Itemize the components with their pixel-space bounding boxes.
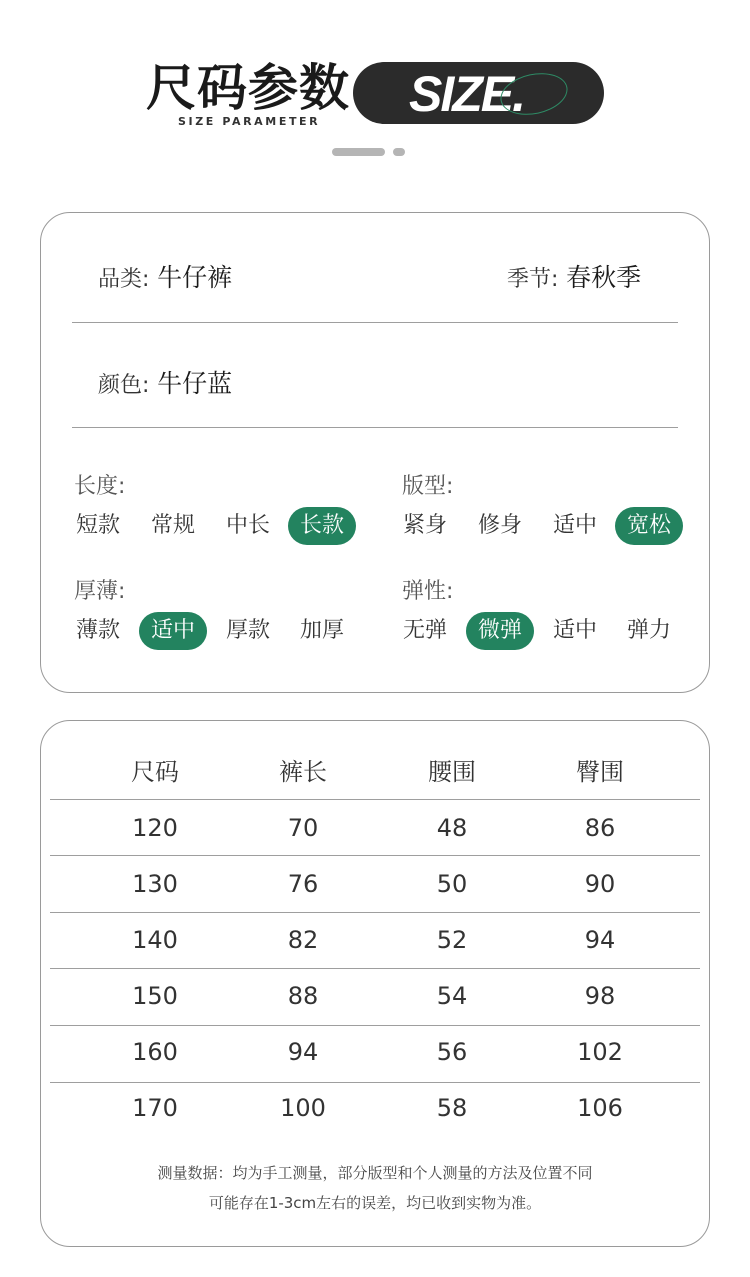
elasticity-option: 弹力 bbox=[626, 618, 671, 643]
divider bbox=[72, 322, 678, 323]
fit-option: 适中 bbox=[552, 513, 597, 538]
table-cell: 90 bbox=[584, 870, 616, 898]
elasticity-title: 弹性: bbox=[402, 579, 454, 604]
table-cell: 94 bbox=[584, 926, 616, 954]
table-cell: 50 bbox=[436, 870, 468, 898]
table-cell: 100 bbox=[280, 1094, 326, 1122]
thickness-title: 厚薄: bbox=[74, 579, 126, 604]
table-row bbox=[50, 800, 700, 856]
elasticity-option: 适中 bbox=[552, 618, 597, 643]
table-cell: 56 bbox=[436, 1038, 468, 1066]
table-cell: 120 bbox=[132, 814, 178, 842]
table-cell: 70 bbox=[287, 814, 319, 842]
length-title: 长度: bbox=[74, 474, 126, 499]
elasticity-option: 无弹 bbox=[402, 618, 447, 643]
color-row bbox=[98, 364, 232, 400]
color-label: 颜色: bbox=[98, 373, 150, 398]
table-cell: 86 bbox=[584, 814, 616, 842]
column-header-hip: 臀围 bbox=[576, 758, 624, 786]
fit-option-selected: 宽松 bbox=[615, 507, 683, 545]
table-cell: 140 bbox=[132, 926, 178, 954]
table-cell: 106 bbox=[577, 1094, 623, 1122]
divider bbox=[72, 427, 678, 428]
thickness-option: 加厚 bbox=[299, 618, 344, 643]
category-row bbox=[98, 258, 232, 294]
page-title: 尺码参数 bbox=[146, 59, 350, 117]
length-option-selected: 长款 bbox=[288, 507, 356, 545]
measurement-note-line1: 测量数据：均为手工测量，部分版型和个人测量的方法及位置不同 bbox=[157, 1164, 593, 1182]
table-cell: 150 bbox=[132, 982, 178, 1010]
table-cell: 130 bbox=[132, 870, 178, 898]
column-header-length: 裤长 bbox=[279, 758, 327, 786]
table-cell: 58 bbox=[436, 1094, 468, 1122]
table-cell: 102 bbox=[577, 1038, 623, 1066]
season-label: 季节: bbox=[507, 267, 559, 292]
table-row bbox=[50, 1080, 700, 1136]
pager-indicator bbox=[393, 148, 405, 156]
fit-option: 紧身 bbox=[402, 513, 447, 538]
category-label: 品类: bbox=[98, 267, 150, 292]
thickness-option: 薄款 bbox=[75, 618, 120, 643]
length-option: 中长 bbox=[225, 513, 270, 538]
measurement-note-line2: 可能存在1-3cm左右的误差，均已收到实物为准。 bbox=[208, 1194, 542, 1212]
table-row bbox=[50, 912, 700, 968]
table-header bbox=[50, 744, 700, 800]
table-cell: 48 bbox=[436, 814, 468, 842]
size-badge-text: SIZE. bbox=[409, 66, 525, 122]
category-value: 牛仔裤 bbox=[157, 263, 233, 292]
column-header-size: 尺码 bbox=[131, 758, 179, 786]
table-cell: 76 bbox=[287, 870, 319, 898]
size-header bbox=[0, 0, 750, 170]
table-cell: 54 bbox=[436, 982, 468, 1010]
table-cell: 52 bbox=[436, 926, 468, 954]
thickness-option-selected: 适中 bbox=[139, 612, 207, 650]
elasticity-option-selected: 微弹 bbox=[466, 612, 534, 650]
table-row bbox=[50, 1024, 700, 1080]
season-row bbox=[507, 258, 641, 294]
table-row bbox=[50, 968, 700, 1024]
table-cell: 160 bbox=[132, 1038, 178, 1066]
length-option: 短款 bbox=[75, 513, 120, 538]
table-cell: 82 bbox=[287, 926, 319, 954]
table-cell: 88 bbox=[287, 982, 319, 1010]
thickness-option: 厚款 bbox=[225, 618, 270, 643]
table-cell: 98 bbox=[584, 982, 616, 1010]
color-value: 牛仔蓝 bbox=[157, 369, 233, 398]
pager-indicator-active bbox=[332, 148, 385, 156]
table-row bbox=[50, 856, 700, 912]
season-value: 春秋季 bbox=[566, 263, 642, 292]
column-header-waist: 腰围 bbox=[428, 758, 476, 786]
table-cell: 94 bbox=[287, 1038, 319, 1066]
fit-option: 修身 bbox=[477, 513, 522, 538]
length-option: 常规 bbox=[150, 513, 195, 538]
page-subtitle: SIZE PARAMETER bbox=[178, 115, 321, 128]
fit-title: 版型: bbox=[402, 474, 454, 499]
table-cell: 170 bbox=[132, 1094, 178, 1122]
